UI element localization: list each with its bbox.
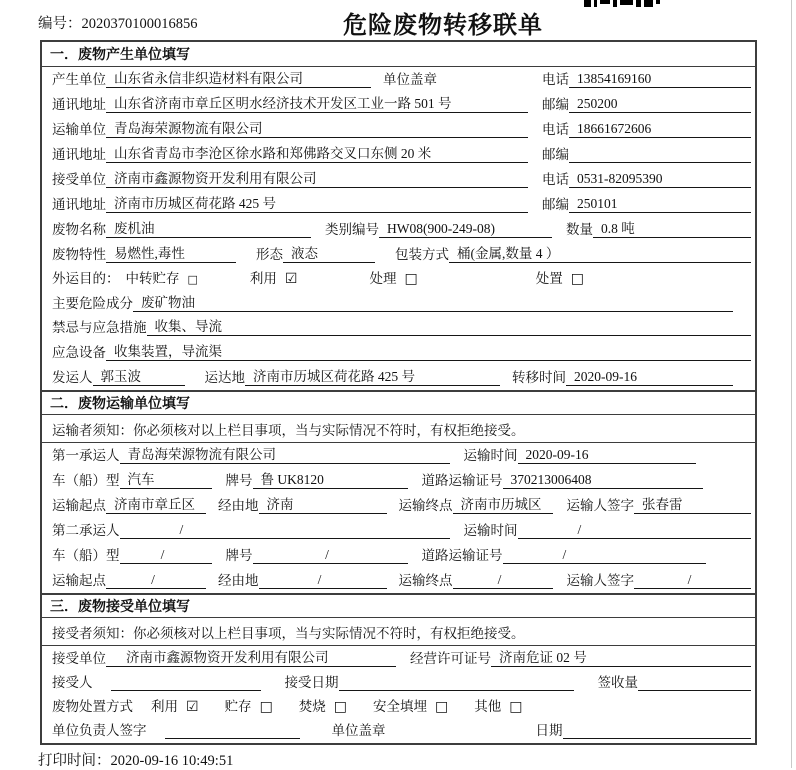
purpose-recycle-label: 利用 — [249, 270, 277, 286]
carrier1-label: 第一承运人 — [52, 448, 120, 464]
disposal-option-other — [474, 698, 522, 715]
receiver-label: 接受单位 — [52, 171, 106, 187]
row-waste-traits — [42, 242, 755, 267]
transfer-time-value: 2020-09-16 — [566, 368, 733, 386]
carrier1-value: 青岛海荣源物流有限公司 — [120, 446, 450, 464]
accept-unit-value: 济南市鑫源物资开发利用有限公司 — [106, 649, 396, 667]
disposal-option-recycle — [151, 698, 199, 715]
vehicle1-value: 汽车 — [120, 471, 212, 489]
equipment-value: 收集装置，导流渠 — [106, 343, 751, 361]
waste-name-label: 废物名称 — [52, 221, 106, 237]
origin2-value: / — [106, 571, 206, 589]
producer-seal-label: 单位盖章 — [383, 71, 437, 87]
checkbox-unchecked-icon: □ — [187, 272, 198, 286]
hazard-value: 废矿物油 — [133, 294, 733, 312]
row-producer-address — [42, 92, 755, 117]
via2-value: / — [259, 571, 387, 589]
unit-seal-label: 单位盖章 — [331, 722, 386, 738]
origin1-label: 运输起点 — [52, 498, 106, 514]
receipt-qty-value — [638, 674, 751, 691]
sign2-label: 运输人签字 — [566, 573, 634, 589]
transporter-address-value: 山东省青岛市李沧区徐水路和郑佛路交叉口东侧 20 米 — [106, 145, 528, 163]
row-accept-unit — [42, 646, 755, 671]
transporter-zip-label: 邮编 — [542, 146, 569, 162]
time2-label: 运输时间 — [463, 523, 518, 539]
taboo-label: 禁忌与应急措施 — [52, 320, 147, 336]
permit-label: 经营许可证号 — [410, 651, 491, 667]
category-label: 类别编号 — [325, 221, 379, 237]
row-route1 — [42, 493, 755, 518]
checkbox-unchecked-icon: □ — [404, 270, 418, 287]
disposal-option-landfill — [373, 698, 448, 715]
row-carrier2 — [42, 518, 755, 543]
disposal-other-label: 其他 — [474, 698, 502, 714]
license2-value: / — [503, 546, 707, 564]
row-vehicle1 — [42, 468, 755, 493]
checkbox-unchecked-icon: □ — [435, 698, 449, 715]
producer-value: 山东省永信非织造材料有限公司 — [106, 70, 371, 88]
row-shipper — [42, 365, 755, 390]
producer-address-value: 山东省济南市章丘区明水经济技术开发区工业一路 501 号 — [106, 95, 528, 113]
disposal-option-burn — [299, 698, 347, 715]
traits-value: 易燃性,毒性 — [106, 245, 236, 263]
section3-header — [42, 593, 755, 618]
acceptor-value — [111, 674, 261, 691]
receiver-notice: 接受者须知：你必须核对以上栏目事项，当与实际情况不符时，有权拒绝接受。 — [42, 618, 755, 646]
checkbox-unchecked-icon: □ — [333, 698, 348, 715]
time1-label: 运输时间 — [463, 448, 518, 464]
checkbox-unchecked-icon: □ — [509, 698, 523, 715]
purpose-option-treat — [369, 270, 417, 287]
transporter-value: 青岛海荣源物流有限公司 — [106, 120, 528, 138]
transporter-zip-value — [569, 146, 751, 163]
producer-phone-label: 电话 — [542, 71, 569, 87]
receiver-address-label: 通讯地址 — [52, 196, 106, 212]
disposal-recycle-label: 利用 — [151, 698, 178, 714]
shipper-value: 郭玉波 — [93, 368, 185, 386]
purpose-option-recycle — [250, 270, 298, 287]
seal-date-value — [563, 722, 752, 739]
vehicle1-label: 车（船）型 — [52, 473, 120, 489]
row-carrier1 — [42, 443, 755, 468]
accept-date-value — [339, 674, 574, 691]
plate2-label: 牌号 — [225, 548, 253, 564]
row-receiver — [42, 167, 755, 192]
seal-date-label: 日期 — [535, 722, 563, 738]
dest-label: 运达地 — [204, 370, 245, 386]
purpose-storage-label: 中转贮存 — [125, 270, 180, 286]
transporter-address-label: 通讯地址 — [52, 146, 106, 162]
transporter-phone-label: 电话 — [542, 121, 569, 137]
packing-label: 包装方式 — [395, 246, 449, 262]
qr-code-fragment-icon — [584, 0, 663, 8]
row-transporter — [42, 117, 755, 142]
carrier2-value: / — [120, 521, 450, 539]
via1-label: 经由地 — [218, 498, 259, 514]
shipper-label: 发运人 — [52, 370, 93, 386]
form-label: 形态 — [256, 246, 283, 262]
carrier2-label: 第二承运人 — [52, 523, 120, 539]
transporter-label: 运输单位 — [52, 121, 106, 137]
waste-name-value: 废机油 — [106, 220, 311, 238]
category-value: HW08(900-249-08) — [379, 220, 552, 238]
receiver-value: 济南市鑫源物资开发利用有限公司 — [106, 170, 528, 188]
purpose-label: 外运目的： — [52, 270, 120, 286]
vehicle2-label: 车（船）型 — [52, 548, 120, 564]
producer-zip-value: 250200 — [569, 95, 751, 113]
disposal-storage-label: 贮存 — [224, 698, 252, 714]
license1-value: 370213006408 — [503, 471, 704, 489]
receiver-zip-label: 邮编 — [542, 196, 569, 212]
end2-value: / — [453, 571, 553, 589]
row-waste-name — [42, 217, 755, 242]
serial-value: 2020370100016856 — [81, 16, 198, 32]
receiver-phone-label: 电话 — [542, 171, 569, 187]
origin1-value: 济南市章丘区 — [106, 496, 206, 514]
via2-label: 经由地 — [218, 573, 259, 589]
sign2-value: / — [634, 571, 751, 589]
producer-phone-value: 13854169160 — [569, 70, 751, 88]
vehicle2-value: / — [120, 546, 212, 564]
checkbox-checked-icon: ☑ — [186, 698, 199, 715]
section2-header — [42, 390, 755, 415]
row-receiver-address — [42, 192, 755, 217]
row-disposal — [42, 695, 755, 719]
disposal-label: 废物处置方式 — [52, 698, 133, 714]
permit-value: 济南危证 02 号 — [491, 649, 751, 667]
end2-label: 运输终点 — [398, 573, 453, 589]
row-producer — [42, 67, 755, 92]
page-title: 危险废物转移联单 — [343, 12, 543, 39]
dest-value: 济南市历城区荷花路 425 号 — [245, 368, 500, 386]
row-transporter-address — [42, 142, 755, 167]
plate1-value: 鲁 UK8120 — [253, 471, 408, 489]
end1-label: 运输终点 — [398, 498, 453, 514]
purpose-option-storage — [126, 270, 198, 287]
receipt-qty-label: 签收量 — [597, 675, 638, 691]
accept-date-label: 接受日期 — [284, 675, 339, 691]
packing-value: 桶(金属,数量 4 ） — [449, 245, 751, 263]
section1-header — [42, 42, 755, 67]
row-taboo — [42, 316, 755, 341]
checkbox-unchecked-icon: □ — [259, 698, 273, 715]
license1-label: 道路运输证号 — [421, 473, 503, 489]
quantity-value: 0.8 吨 — [593, 220, 751, 238]
manager-sign-label: 单位负责人签字 — [52, 722, 147, 738]
sign1-label: 运输人签字 — [566, 498, 634, 514]
equipment-label: 应急设备 — [52, 345, 106, 361]
section1-title: 一．废物产生单位填写 — [50, 46, 190, 62]
form-value: 液态 — [283, 245, 375, 263]
page-edge-line — [791, 0, 792, 768]
serial-label: 编号： — [38, 16, 82, 32]
manager-sign-value — [165, 722, 300, 739]
transfer-form — [40, 40, 757, 745]
quantity-label: 数量 — [566, 221, 593, 237]
hazard-label: 主要危险成分 — [52, 295, 133, 311]
section2-title: 二．废物运输单位填写 — [50, 395, 190, 412]
checkbox-checked-icon: ☑ — [284, 270, 298, 287]
row-hazard — [42, 291, 755, 316]
row-vehicle2 — [42, 543, 755, 568]
transporter-notice: 运输者须知：你必须核对以上栏目事项，当与实际情况不符时，有权拒绝接受。 — [42, 415, 755, 443]
purpose-treat-label: 处理 — [369, 270, 397, 286]
checkbox-unchecked-icon: □ — [570, 270, 584, 287]
section3-title: 三．废物接受单位填写 — [50, 598, 190, 615]
receiver-zip-value: 250101 — [569, 195, 751, 213]
via1-value: 济南 — [259, 496, 387, 514]
disposal-landfill-label: 安全填埋 — [373, 698, 428, 714]
print-time — [38, 749, 233, 770]
purpose-option-dispose — [536, 270, 584, 287]
print-time-label: 打印时间： — [38, 753, 111, 769]
taboo-value: 收集、导流 — [147, 318, 752, 336]
accept-unit-label: 接受单位 — [52, 651, 106, 667]
row-route2 — [42, 568, 755, 593]
producer-zip-label: 邮编 — [542, 96, 569, 112]
plate1-label: 牌号 — [225, 473, 253, 489]
disposal-burn-label: 焚烧 — [298, 698, 326, 714]
producer-label: 产生单位 — [52, 71, 106, 87]
receiver-address-value: 济南市历城区荷花路 425 号 — [106, 195, 528, 213]
purpose-dispose-label: 处置 — [535, 270, 563, 286]
receiver-phone-value: 0531-82095390 — [569, 170, 751, 188]
end1-value: 济南市历城区 — [453, 496, 553, 514]
acceptor-label: 接受人 — [52, 675, 93, 691]
time1-value: 2020-09-16 — [518, 446, 697, 464]
transfer-time-label: 转移时间 — [512, 370, 566, 386]
row-manager-sign — [42, 719, 755, 743]
print-time-value: 2020-09-16 10:49:51 — [110, 753, 234, 769]
plate2-value: / — [253, 546, 408, 564]
time2-value: / — [518, 521, 752, 539]
row-purpose — [42, 267, 755, 291]
producer-address-label: 通讯地址 — [52, 96, 106, 112]
disposal-option-storage — [225, 698, 273, 715]
transporter-phone-value: 18661672606 — [569, 120, 751, 138]
row-equipment — [42, 340, 755, 365]
license2-label: 道路运输证号 — [421, 548, 503, 564]
sign1-value: 张春雷 — [634, 496, 751, 514]
traits-label: 废物特性 — [52, 246, 106, 262]
row-acceptor — [42, 671, 755, 695]
origin2-label: 运输起点 — [52, 573, 106, 589]
